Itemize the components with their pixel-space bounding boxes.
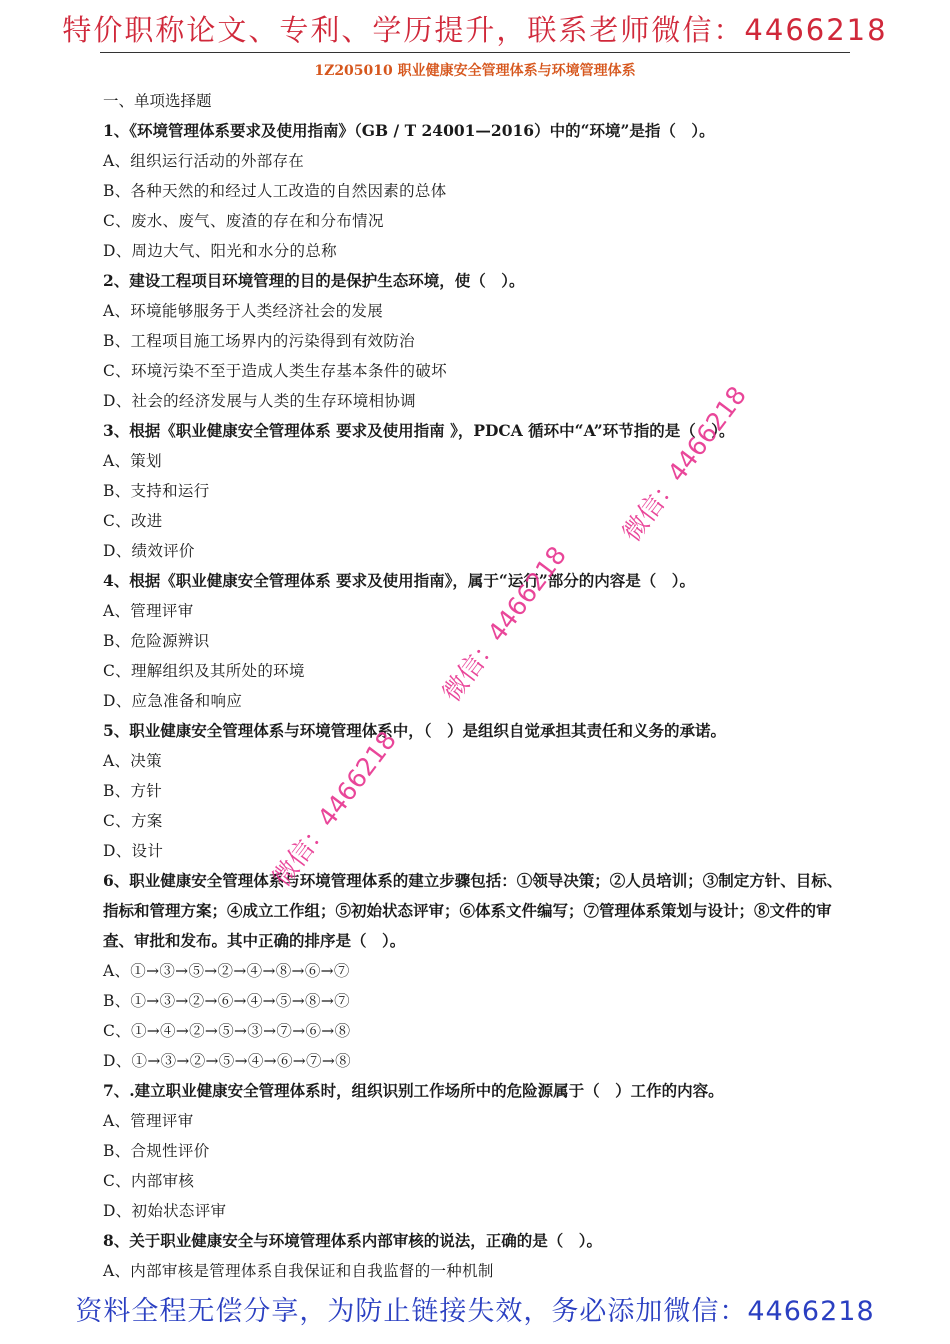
question-4-option-b: B、危险源辨识 bbox=[103, 632, 210, 650]
question-5-option-b: B、方针 bbox=[103, 782, 163, 800]
question-8-option-a: A、内部审核是管理体系自我保证和自我监督的一种机制 bbox=[103, 1262, 494, 1280]
question-6-option-b: B、①→③→②→⑥→④→⑤→⑧→⑦ bbox=[103, 992, 350, 1010]
question-7-stem: 7、.建立职业健康安全管理体系时，组织识别工作场所中的危险源属于（ ）工作的内容。 bbox=[103, 1081, 724, 1100]
question-3-option-a: A、策划 bbox=[103, 452, 162, 470]
question-2-option-d: D、社会的经济发展与人类的生存环境相协调 bbox=[103, 392, 416, 410]
question-3-option-d: D、绩效评价 bbox=[103, 542, 195, 560]
question-4-option-a: A、管理评审 bbox=[103, 602, 194, 620]
question-5-option-c: C、方案 bbox=[103, 812, 163, 830]
watermark-lower: 微信：4466218 bbox=[266, 725, 403, 893]
document-title: 1Z205010 职业健康安全管理体系与环境管理体系 bbox=[314, 63, 636, 79]
question-6-option-c: C、①→④→②→⑤→③→⑦→⑥→⑧ bbox=[103, 1022, 351, 1040]
question-5-option-d: D、设计 bbox=[103, 842, 164, 860]
question-4-option-c: C、理解组织及其所处的环境 bbox=[103, 662, 305, 680]
question-1-option-d: D、周边大气、阳光和水分的总称 bbox=[103, 242, 337, 260]
question-2-option-a: A、环境能够服务于人类经济社会的发展 bbox=[103, 302, 384, 320]
question-1-stem: 1、《环境管理体系要求及使用指南》（GB / T 24001—2016）中的“环境”是指（ ）。 bbox=[103, 121, 715, 140]
question-7-option-b: B、合规性评价 bbox=[103, 1142, 210, 1160]
header-divider bbox=[100, 52, 850, 53]
promo-banner-bottom: 资料全程无偿分享，为防止链接失效，务必添加微信：4466218 bbox=[75, 1296, 875, 1327]
question-2-stem: 2、建设工程项目环境管理的目的是保护生态环境，使（ ）。 bbox=[103, 271, 525, 290]
question-4-option-d: D、应急准备和响应 bbox=[103, 692, 243, 710]
question-4-stem: 4、根据《职业健康安全管理体系 要求及使用指南》，属于“运行”部分的内容是（ ）。 bbox=[103, 571, 696, 590]
question-6-option-a: A、①→③→⑤→②→④→⑧→⑥→⑦ bbox=[103, 962, 350, 980]
question-3-stem: 3、根据《职业健康安全管理体系 要求及使用指南 》，PDCA 循环中“A”环节指的是（ ）。 bbox=[103, 421, 735, 440]
question-2-option-c: C、环境污染不至于造成人类生存基本条件的破坏 bbox=[103, 362, 447, 380]
question-1-option-b: B、各种天然的和经过人工改造的自然因素的总体 bbox=[103, 182, 447, 200]
question-1-option-c: C、废水、废气、废渣的存在和分布情况 bbox=[103, 212, 384, 230]
question-8-stem: 8、关于职业健康安全与环境管理体系内部审核的说法，正确的是（ ）。 bbox=[103, 1231, 603, 1250]
question-5-stem: 5、职业健康安全管理体系与环境管理体系中，（ ）是组织自觉承担其责任和义务的承诺。 bbox=[103, 721, 727, 740]
question-3-option-c: C、改进 bbox=[103, 512, 163, 530]
question-6-option-d: D、①→③→②→⑤→④→⑥→⑦→⑧ bbox=[103, 1052, 351, 1070]
question-1-option-a: A、组织运行活动的外部存在 bbox=[103, 152, 305, 170]
question-7-option-c: C、内部审核 bbox=[103, 1172, 195, 1190]
watermark-upper: 微信：4466218 bbox=[616, 380, 753, 548]
watermark-middle: 微信：4466218 bbox=[436, 540, 573, 708]
question-2-option-b: B、工程项目施工场界内的污染得到有效防治 bbox=[103, 332, 415, 350]
section-heading: 一、单项选择题 bbox=[103, 92, 212, 110]
question-7-option-a: A、管理评审 bbox=[103, 1112, 194, 1130]
question-5-option-a: A、决策 bbox=[103, 752, 162, 770]
question-3-option-b: B、支持和运行 bbox=[103, 482, 210, 500]
question-6-stem: 6、职业健康安全管理体系与环境管理体系的建立步骤包括：①领导决策；②人员培训；③制定方针、目标、指标和管理方案；④成立工作组；⑤初始状态评审；⑥体系文件编写；⑦管理体系策划与设计；⑧文件的审查、审批和发布。其中正确的排序是（ ）。 bbox=[103, 871, 843, 950]
question-7-option-d: D、初始状态评审 bbox=[103, 1202, 227, 1220]
promo-banner-top: 特价职称论文、专利、学历提升，联系老师微信：4466218 bbox=[62, 13, 888, 47]
